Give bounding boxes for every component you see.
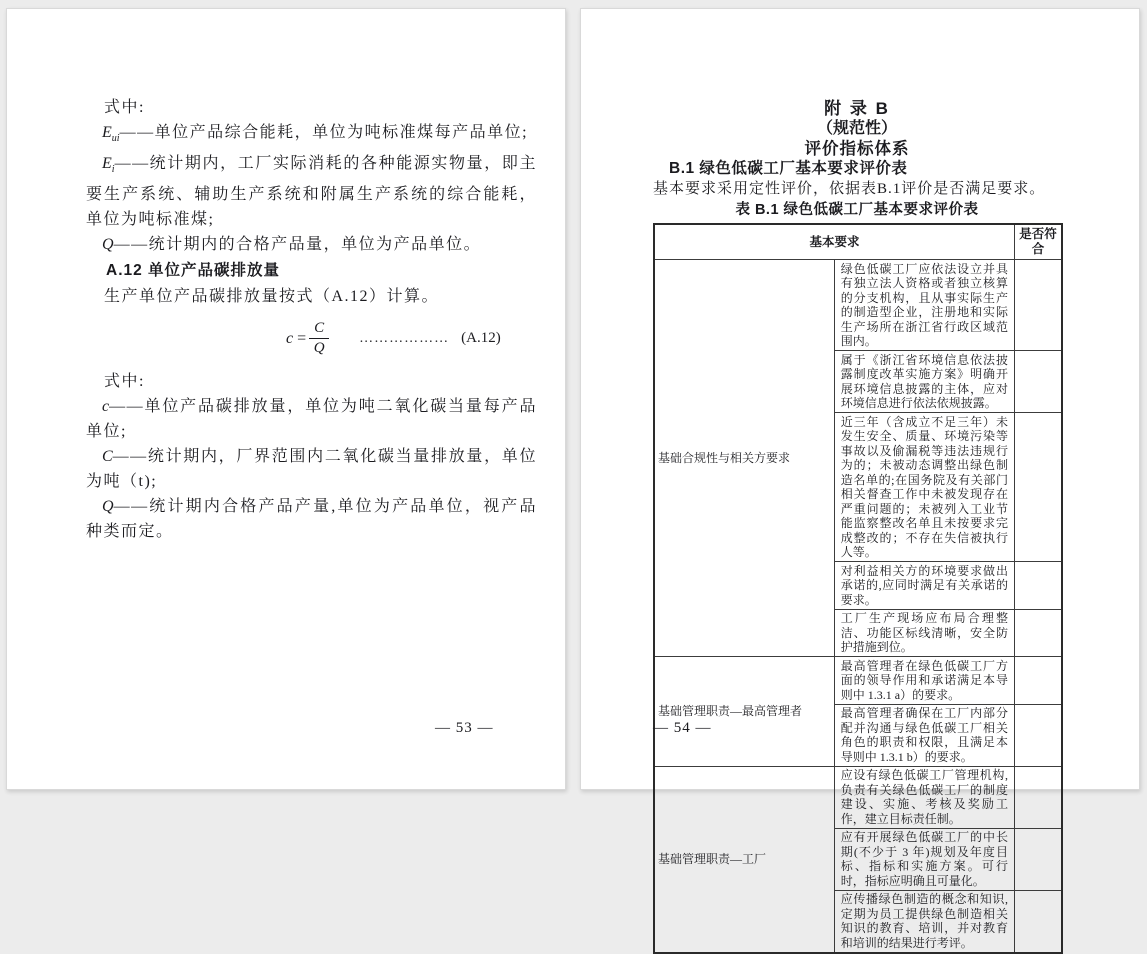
variable-symbol: C [102,448,113,466]
requirement-cell: 工厂生产现场应布局合理整洁、功能区标线清晰，安全防护措施到位。 [834,609,1014,657]
left-page [6,8,566,790]
definition-q2 [86,494,537,544]
section-heading-b1: B.1 绿色低碳工厂基本要求评价表 [669,160,908,177]
table-row [654,260,1062,351]
definition-text: ——统计期内，厂界范围内二氧化碳当量排放量，单位为吨（t); [86,448,537,491]
definition-c-upper [86,444,537,494]
formula-intro-label: 式中: [104,373,145,391]
category-compliance-stakeholders: 基础合规性与相关方要求 [654,260,834,657]
formula-number-label: (A.12) [461,329,501,346]
equals-sign: = [297,329,307,347]
variable-symbol: Q [102,236,114,254]
requirement-cell: 最高管理者在绿色低碳工厂方面的领导作用和承诺满足本导则中 1.3.1 a）的要求。 [834,657,1014,705]
definition-q [86,232,537,257]
compliance-cell [1015,609,1063,657]
evaluation-system-title: 评价指标体系 [804,140,910,158]
compliance-cell [1015,657,1063,705]
fraction-numerator: C [309,320,329,339]
compliance-cell [1015,413,1063,562]
table-caption: 表 B.1 绿色低碳工厂基本要求评价表 [735,202,979,218]
table-row [654,657,1062,705]
variable-symbol: c [102,398,110,416]
variable-symbol: E [102,124,112,141]
compliance-cell [1015,260,1063,351]
normative-label: （规范性） [816,120,897,137]
compliance-cell [1015,562,1063,610]
fraction-denominator: Q [313,339,325,356]
category-top-management: 基础管理职责—最高管理者 [654,657,834,767]
requirement-cell: 对利益相关方的环境要求做出承诺的,应同时满足有关承诺的要求。 [834,562,1014,610]
right-page [580,8,1140,950]
definition-c-lower [86,394,537,444]
variable-subscript: i [111,164,115,176]
definition-text: ——统计期内的合格产品量，单位为产品单位。 [113,236,482,254]
compliance-cell [1015,828,1063,890]
left-page-content [7,9,565,544]
header-compliance: 是否符合 [1015,224,1063,260]
compliance-cell [1015,890,1063,953]
definition-text: ——统计期内合格产品产量,单位为产品单位，视产品种类而定。 [86,498,537,541]
calc-sentence: 生产单位产品碳排放量按式（A.12）计算。 [104,288,440,306]
formula-a12 [86,316,537,360]
compliance-cell [1015,351,1063,413]
definition-text: ——统计期内，工厂实际消耗的各种能源实物量，即主要生产系统、辅助生产系统和附属生产系统的综合能耗，单位为吨标准煤; [86,155,537,229]
requirement-cell: 应有开展绿色低碳工厂的中长期(不少于 3 年)规划及年度目标、指标和实施方案。可行时，指标应明确且可量化。 [834,828,1014,890]
category-factory-management: 基础管理职责—工厂 [654,766,834,953]
definition-text: ——单位产品综合能耗，单位为吨标准煤每产品单位; [119,124,529,141]
formula-intro-label: 式中: [104,99,145,116]
compliance-cell [1015,766,1063,828]
intro-sentence: 基本要求采用定性评价，依据表B.1评价是否满足要求。 [653,181,1046,197]
right-page-content [581,9,1139,954]
formula-lhs: c = [286,329,307,347]
definition-text: ——单位产品碳排放量，单位为吨二氧化碳当量每产品单位; [86,398,537,441]
page-number-54: — 54 — [653,720,712,736]
requirement-cell: 应传播绿色制造的概念和知识,定期为员工提供绿色制造相关知识的教育、培训，并对教育和培训的结果进行考评。 [834,890,1014,953]
variable-subscript: ui [111,133,120,145]
requirement-cell: 应设有绿色低碳工厂管理机构,负责有关绿色低碳工厂的制度建设、实施、考核及奖励工作，建立目标责任制。 [834,766,1014,828]
definition-eui [86,120,537,151]
table-header-row [654,224,1062,260]
requirement-cell: 近三年（含成立不足三年）未发生安全、质量、环境污染等事故以及偷漏税等违法违规行为的；未被动态调整出绿色制造名单的;在国务院及有关部门相关督查工作中未被发现存在严重问题的；未被列入工业节能监察整改名单且未按要求完成整改的；不存在失信被执行人等。 [834,413,1014,562]
page-number-53: — 53 — [435,720,494,736]
section-heading-a12: A.12 单位产品碳排放量 [106,262,281,280]
requirement-cell: 属于《浙江省环境信息依法披露制度改革实施方案》明确开展环境信息披露的主体，应对环境信息进行依法依规披露。 [834,351,1014,413]
basic-requirements-table [653,223,1063,954]
definition-ei [86,151,537,232]
table-row [654,766,1062,828]
variable-symbol: E [102,155,112,173]
requirement-cell: 最高管理者确保在工厂内部分配并沟通与绿色低碳工厂相关角色的职责和权限，且满足本导则中 1.3.1 b）的要求。 [834,704,1014,766]
variable-symbol: Q [102,498,114,516]
compliance-cell [1015,704,1063,766]
header-basic-requirements: 基本要求 [654,224,1015,260]
requirement-cell: 绿色低碳工厂应依法设立并具有独立法人资格或者独立核算的分支机构，且从事实际生产的制造型企业，注册地和实际生产场所在浙江省行政区域范围内。 [834,260,1014,351]
formula-leader-dots: ……………… [359,330,450,346]
appendix-title: 附 录 B [824,99,890,118]
formula-fraction [309,320,329,357]
